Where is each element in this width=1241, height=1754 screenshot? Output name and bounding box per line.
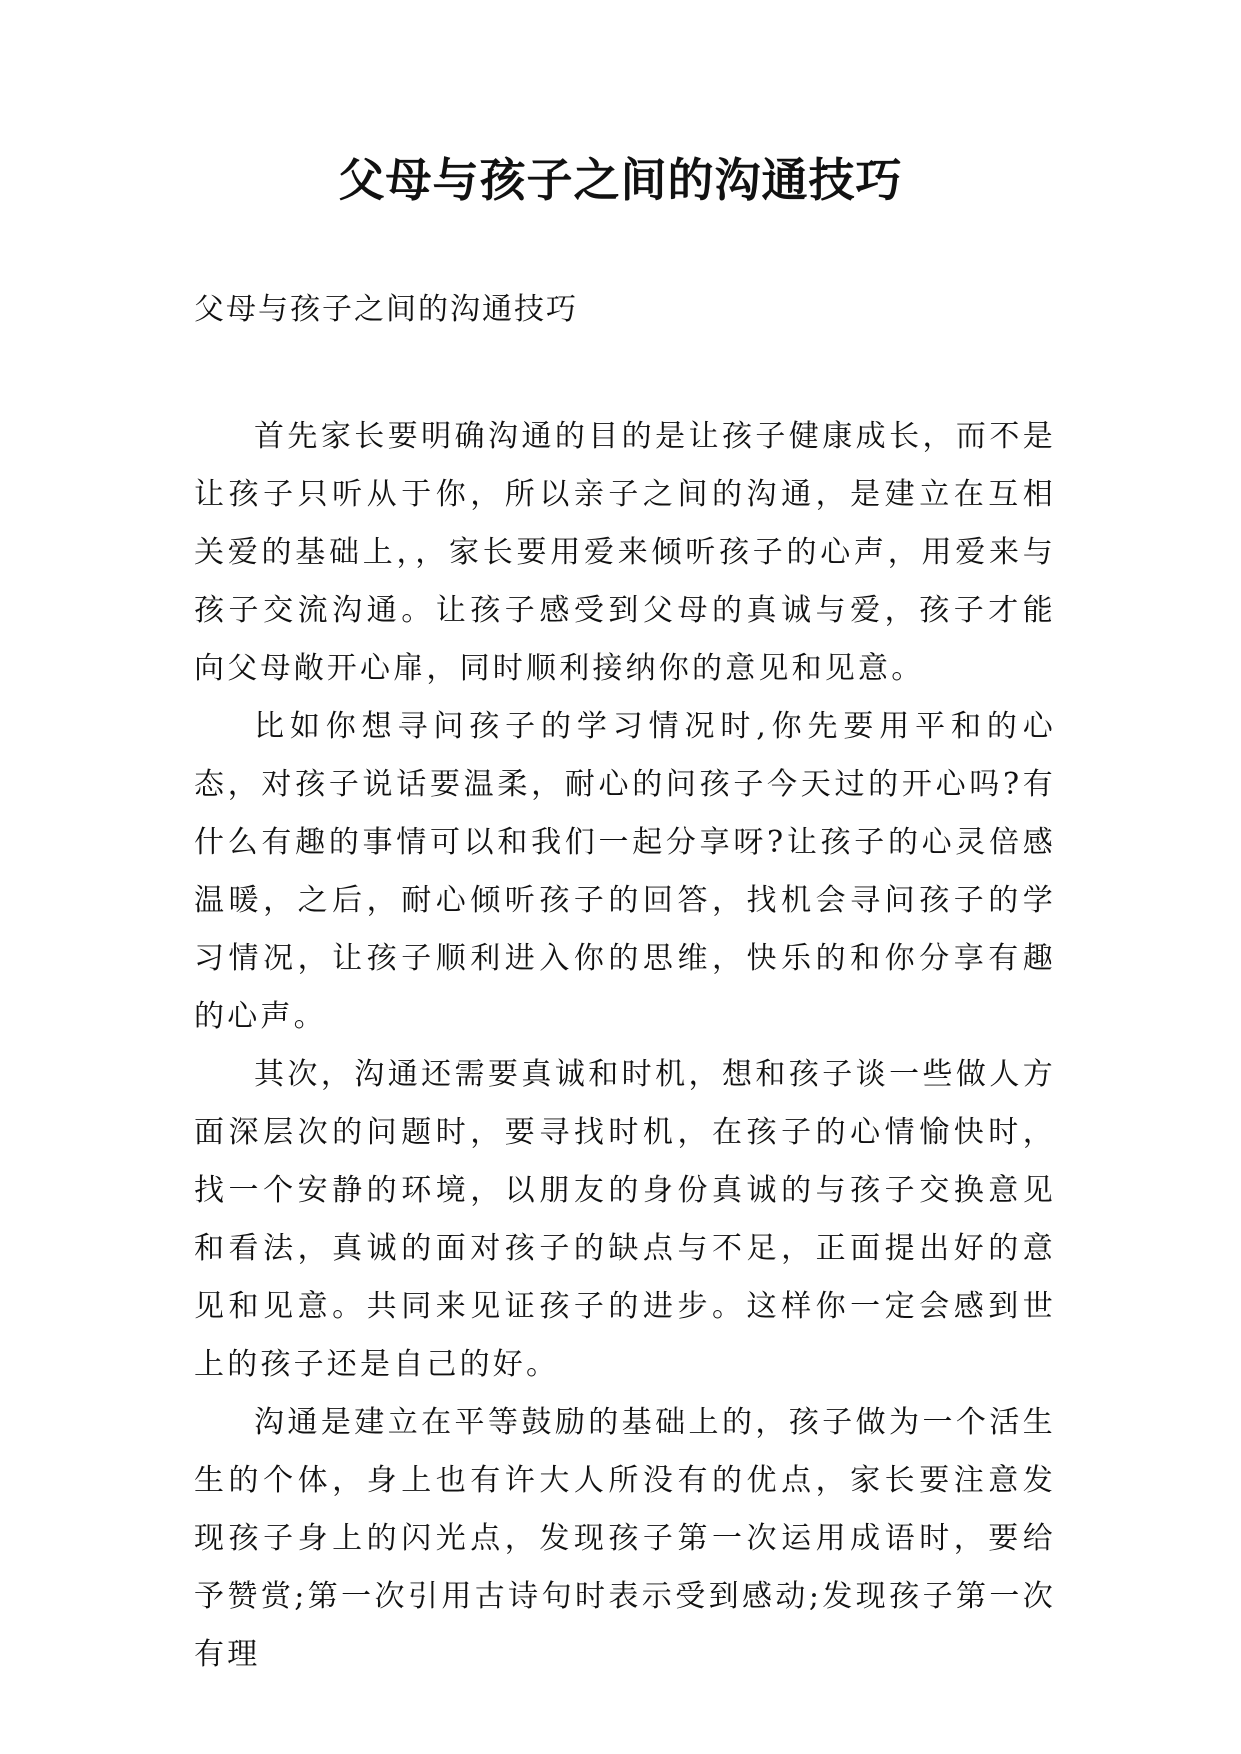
body-paragraph: 其次，沟通还需要真诚和时机，想和孩子谈一些做人方面深层次的问题时，要寻找时机，在孩子的心情愉快时，找一个安静的环境，以朋友的身份真诚的与孩子交换意见和看法，真诚的面对孩子的缺点与不足，正面提出好的意见和见意。共同来见证孩子的进步。这样你一定会感到世上的孩子还是自己的好。 <box>194 1057 1056 1382</box>
body-paragraph: 比如你想寻问孩子的学习情况时,你先要用平和的心态，对孩子说话要温柔，耐心的问孩子今天过的开心吗?有什么有趣的事情可以和我们一起分享呀?让孩子的心灵倍感温暖，之后，耐心倾听孩子的回答，找机会寻问孩子的学习情况，让孩子顺利进入你的思维，快乐的和你分享有趣的心声。 <box>194 709 1056 1034</box>
document-body <box>194 408 1056 1684</box>
body-paragraph: 沟通是建立在平等鼓励的基础上的，孩子做为一个活生生的个体，身上也有许大人所没有的优点，家长要注意发现孩子身上的闪光点，发现孩子第一次运用成语时，要给予赞赏;第一次引用古诗句时表示受到感动;发现孩子第一次有理 <box>194 1405 1056 1672</box>
body-paragraph: 首先家长要明确沟通的目的是让孩子健康成长，而不是让孩子只听从于你，所以亲子之间的沟通，是建立在互相关爱的基础上，，家长要用爱来倾听孩子的心声，用爱来与孩子交流沟通。让孩子感受到父母的真诚与爱，孩子才能向父母敞开心扉，同时顺利接纳你的意见和见意。 <box>194 419 1056 686</box>
document-subtitle: 父母与孩子之间的沟通技巧 <box>194 292 578 327</box>
document-title: 父母与孩子之间的沟通技巧 <box>338 153 903 207</box>
